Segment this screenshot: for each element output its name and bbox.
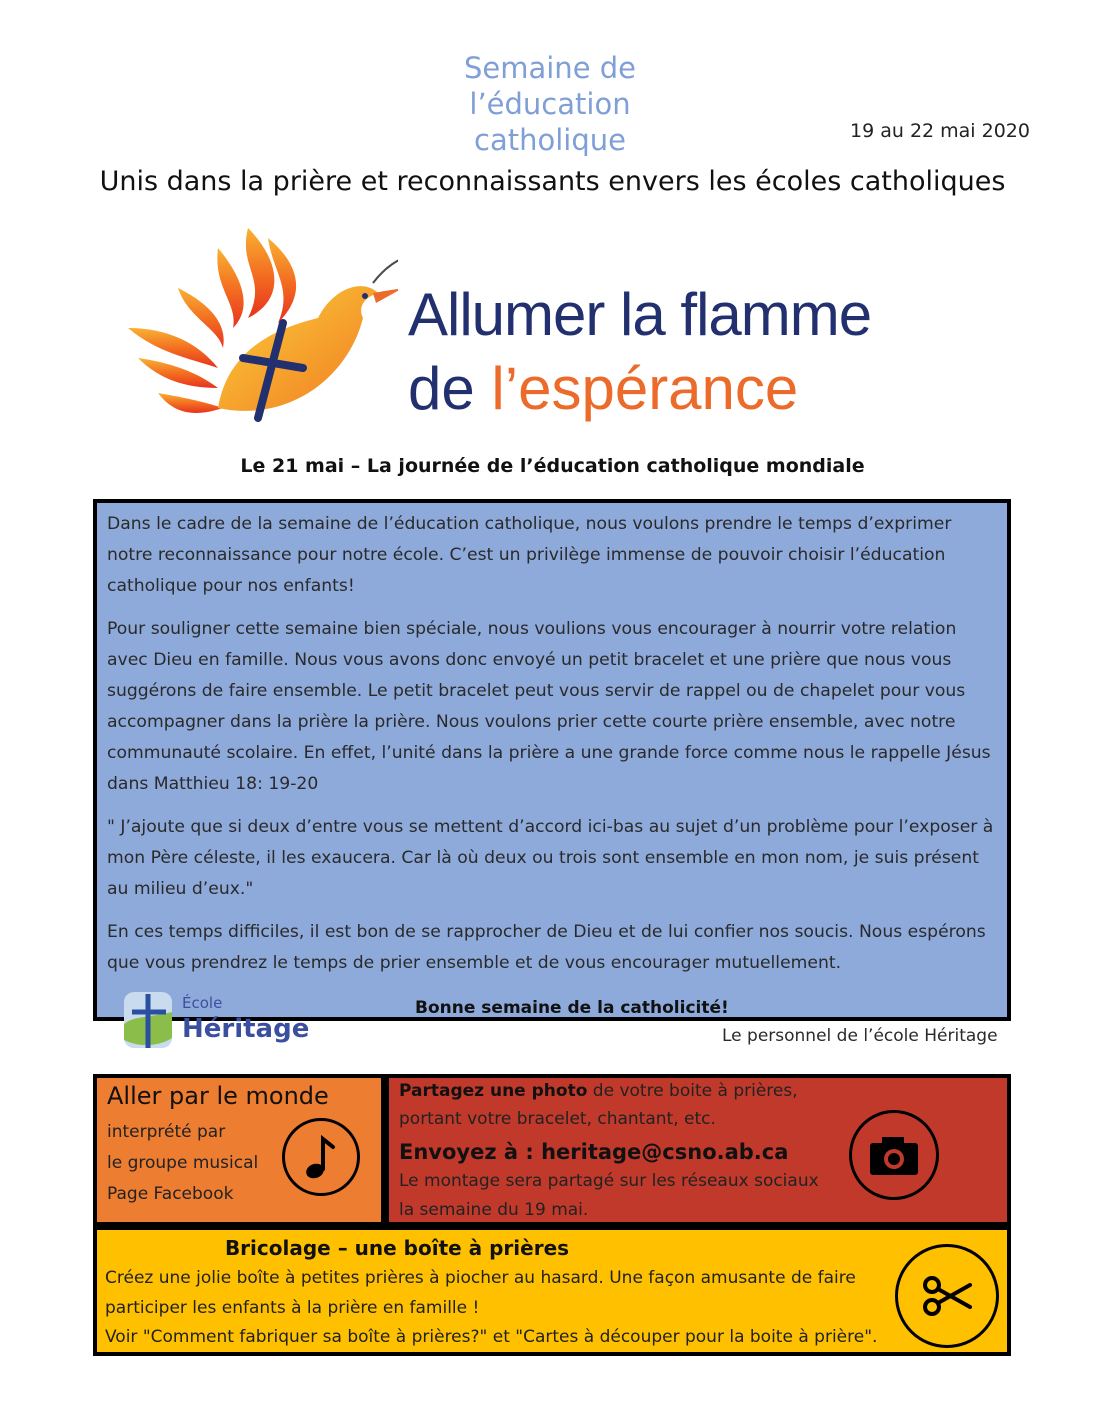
subheading: Le 21 mai – La journée de l’éducation catholique mondiale [240, 455, 865, 477]
craft-title: Bricolage – une boîte à prières [224, 1236, 570, 1260]
school-emblem-icon [120, 988, 176, 1052]
dove-flame-icon [118, 208, 398, 448]
song-credit-line: interprété par [107, 1122, 226, 1142]
page-headline: Unis dans la prière et reconnaissants envers les écoles catholiques [99, 166, 1006, 197]
message-paragraph: " J’ajoute que si deux d’entre vous se mettent d’accord ici-bas au sujet d’un problème pour l’exposer à mon Père céleste, il les exaucera. Car là où deux ou trois sont ensemble en mon nom, je suis présent au milieu d’eux." [107, 817, 994, 899]
craft-text-line: participer les enfants à la prière en famille ! [105, 1298, 480, 1318]
craft-text-line: Créez une jolie boîte à petites prières à piocher au hasard. Une façon amusante de faire [105, 1268, 856, 1288]
song-credit-line: le groupe musical [107, 1153, 259, 1173]
event-logo [118, 208, 948, 448]
message-paragraph: Dans le cadre de la semaine de l’éducation catholique, nous voulons prendre le temps d’exprimer notre reconnaissance pour notre école. C’est un privilège immense de pouvoir choisir l’éducation catholique pour nos enfants! [107, 514, 952, 596]
school-logo-name: Héritage [182, 1014, 310, 1044]
photo-instruction [399, 1081, 798, 1101]
main-message-box [93, 499, 1011, 1021]
music-box [93, 1074, 385, 1226]
facebook-page-link[interactable]: Page Facebook [107, 1184, 234, 1204]
email-contact[interactable]: Envoyez à : heritage@csno.ab.ca [399, 1140, 789, 1164]
logo-title-line2 [408, 354, 798, 423]
photo-instruction-rest: de votre boite à prières, [587, 1081, 798, 1101]
photo-info-line: la semaine du 19 mai. [399, 1200, 589, 1220]
week-title-line: Semaine de [463, 51, 637, 85]
song-title: Aller par le monde [107, 1082, 329, 1110]
school-logo [120, 988, 330, 1058]
camera-icon [849, 1110, 939, 1200]
craft-box [93, 1226, 1011, 1356]
week-title-line: catholique [474, 123, 626, 157]
logo-title-line1: Allumer la flamme [408, 281, 872, 348]
event-date: 19 au 22 mai 2020 [850, 120, 1030, 142]
scissors-icon [895, 1244, 999, 1348]
school-logo-label: École [182, 994, 223, 1012]
photo-info-line: Le montage sera partagé sur les réseaux sociaux [399, 1171, 819, 1191]
craft-links-line[interactable]: Voir "Comment fabriquer sa boîte à prières?" et "Cartes à découper pour la boite à prière". [105, 1327, 878, 1347]
photo-instruction-line: portant votre bracelet, chantant, etc. [399, 1109, 716, 1129]
message-paragraph: En ces temps difficiles, il est bon de se rapprocher de Dieu et de lui confier nos soucis. Nous espérons que vous prendrez le temps de prier ensemble et de vous encourager mutuellement. [107, 922, 986, 973]
closing-greeting: Bonne semaine de la catholicité! [415, 998, 729, 1018]
music-note-icon [282, 1118, 360, 1196]
logo-title-word: de [408, 355, 492, 422]
week-title [430, 50, 670, 158]
logo-title-accent: l’espérance [491, 355, 799, 422]
signature: Le personnel de l’école Héritage [722, 1026, 998, 1046]
photo-share-box [385, 1074, 1011, 1226]
photo-instruction-strong: Partagez une photo [399, 1081, 588, 1101]
message-paragraph: Pour souligner cette semaine bien spéciale, nous voulions vous encourager à nourrir votre relation avec Dieu en famille. Nous vous avons donc envoyé un petit bracelet et une prière que nous vous suggérons de faire ensemble. Le petit bracelet peut vous servir de rappel ou de chapelet pour vous accompagner dans la prière la prière. Nous voulons prier cette courte prière ensemble, avec notre communauté scolaire. En effet, l’unité dans la prière a une grande force comme nous le rappelle Jésus dans Matthieu 18: 19-20 [107, 619, 991, 794]
week-title-line: l’éducation [469, 87, 631, 121]
